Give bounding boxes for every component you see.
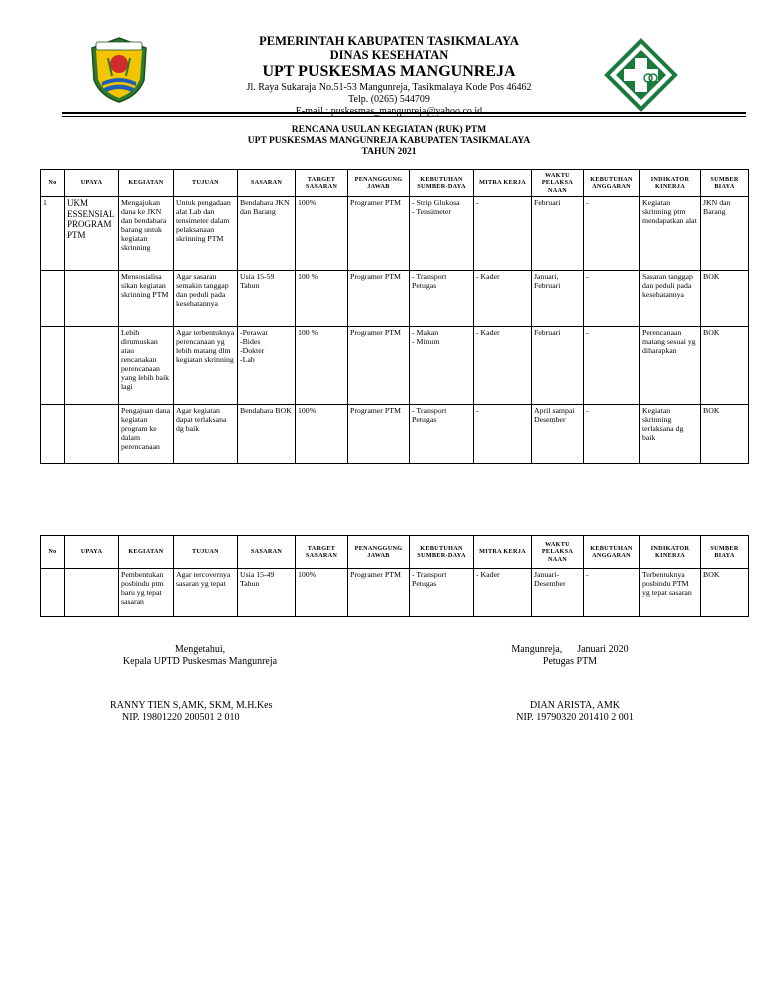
cell-sasaran: -Perawat -Bides -Dokter -Lab bbox=[238, 327, 296, 405]
col-header: UPAYA bbox=[65, 170, 119, 197]
cell-upaya bbox=[65, 405, 119, 464]
col-header: KEGIATAN bbox=[119, 170, 174, 197]
cell-anggaran: - bbox=[584, 405, 640, 464]
cell-sumber-biaya: BOK bbox=[701, 327, 749, 405]
cell-penanggung-jawab: Programer PTM bbox=[348, 327, 410, 405]
col-header: SUMBER BIAYA bbox=[701, 170, 749, 197]
institution-name: UPT PUSKESMAS MANGUNREJA bbox=[262, 63, 516, 80]
cell-no bbox=[41, 569, 65, 617]
cell-sumber-biaya: BOK bbox=[701, 569, 749, 617]
col-header: WAKTU PELAKSA NAAN bbox=[532, 170, 584, 197]
table-header-row bbox=[41, 536, 749, 569]
col-header: No bbox=[41, 170, 65, 197]
cell-target: 100 % bbox=[296, 327, 348, 405]
officer-nip: NIP. 19790320 201410 2 001 bbox=[516, 712, 634, 723]
col-header: INDIKATOR KINERJA bbox=[640, 536, 701, 569]
cell-sasaran: Bendahara JKN dan Barang bbox=[238, 197, 296, 271]
approval-block bbox=[110, 644, 290, 668]
col-header: INDIKATOR KINERJA bbox=[640, 170, 701, 197]
cell-kegiatan: Mengajukan dana ke JKN dan bendahara barang untuk kegiatan skrinning bbox=[119, 197, 174, 271]
col-header: PENANGGUNG JAWAB bbox=[348, 170, 410, 197]
cell-target: 100% bbox=[296, 197, 348, 271]
col-header: KEGIATAN bbox=[119, 536, 174, 569]
phone: Telp. (0265) 544709 bbox=[348, 94, 430, 105]
col-header: TUJUAN bbox=[174, 170, 238, 197]
cell-mitra: - Kader bbox=[474, 271, 532, 327]
approver-title: Kepala UPTD Puskesmas Mangunreja bbox=[122, 656, 278, 667]
cell-sumber-biaya: BOK bbox=[701, 405, 749, 464]
cell-tujuan: Agar sasaran semakin tanggap dan peduli pada kesehatannya bbox=[174, 271, 238, 327]
cell-kegiatan: Lebih dirumuskan atau rencanakan perencanaan yang lebih baik lagi bbox=[119, 327, 174, 405]
tasikmalaya-regency-emblem-icon bbox=[88, 36, 150, 104]
cell-waktu: Februari bbox=[532, 327, 584, 405]
letterhead bbox=[0, 0, 768, 118]
col-header: KEBUTUHAN ANGGARAN bbox=[584, 170, 640, 197]
cell-sumber-daya: - Transport Petugas bbox=[410, 271, 474, 327]
approver-name: RANNY TIEN S,AMK, SKM, M.H.Kes bbox=[110, 700, 273, 711]
header-rule-thin bbox=[62, 116, 746, 117]
cell-mitra: - bbox=[474, 405, 532, 464]
cell-tujuan: Untuk pengadaan alat Lab dan tensimeter dalam pelaksanaan skrinning PTM bbox=[174, 197, 238, 271]
cell-anggaran: - bbox=[584, 271, 640, 327]
cell-target: 100% bbox=[296, 405, 348, 464]
col-header: WAKTU PELAKSA NAAN bbox=[532, 536, 584, 569]
cell-sumber-daya: - Transport Petugas bbox=[410, 569, 474, 617]
cell-indikator: Kegiatan skrinning terlaksana dg baik bbox=[640, 405, 701, 464]
agency-name: DINAS KESEHATAN bbox=[329, 48, 449, 62]
place-date: Mangunreja, Januari 2020 bbox=[511, 644, 629, 655]
table-row bbox=[41, 327, 749, 405]
cell-kegiatan: Mensosialisa sikan kegiatan skrinning PTM bbox=[119, 271, 174, 327]
col-header: SUMBER BIAYA bbox=[701, 536, 749, 569]
cell-indikator: Kegiatan skrinning ptm mendapatkan alat bbox=[640, 197, 701, 271]
government-name: PEMERINTAH KABUPATEN TASIKMALAYA bbox=[259, 34, 519, 48]
cell-waktu: Januari-Desember bbox=[532, 569, 584, 617]
col-header: MITRA KERJA bbox=[474, 536, 532, 569]
cell-sumber-daya: - Strip Glukosa - Tensimeter bbox=[410, 197, 474, 271]
col-header: TARGET SASARAN bbox=[296, 170, 348, 197]
col-header: No bbox=[41, 536, 65, 569]
cell-penanggung-jawab: Programer PTM bbox=[348, 569, 410, 617]
cell-sasaran: Bendahara BOK bbox=[238, 405, 296, 464]
cell-upaya bbox=[65, 569, 119, 617]
cell-mitra: - bbox=[474, 197, 532, 271]
cell-kegiatan: Pengajuan dana kegiatan program ke dalam perencanaan bbox=[119, 405, 174, 464]
cell-mitra: - Kader bbox=[474, 569, 532, 617]
document-title bbox=[150, 125, 628, 158]
officer-block bbox=[500, 644, 640, 668]
col-header: KEBUTUHAN SUMBER-DAYA bbox=[410, 536, 474, 569]
puskesmas-logo-icon bbox=[604, 38, 678, 112]
cell-penanggung-jawab: Programer PTM bbox=[348, 271, 410, 327]
cell-no bbox=[41, 271, 65, 327]
col-header: UPAYA bbox=[65, 536, 119, 569]
cell-anggaran: - bbox=[584, 569, 640, 617]
cell-tujuan: Agar terbentuknya perencanaan yg lebih matang dlm kegiatan skrinning bbox=[174, 327, 238, 405]
col-header: TUJUAN bbox=[174, 536, 238, 569]
officer-signature bbox=[500, 700, 650, 724]
cell-waktu: April sampai Desember bbox=[532, 405, 584, 464]
officer-title: Petugas PTM bbox=[542, 656, 598, 667]
cell-no bbox=[41, 405, 65, 464]
address: Jl. Raya Sukaraja No.51-53 Mangunreja, Tasikmalaya Kode Pos 46462 bbox=[246, 82, 532, 93]
cell-target: 100 % bbox=[296, 271, 348, 327]
cell-sumber-daya: - Transport Petugas bbox=[410, 405, 474, 464]
cell-tujuan: Agar kegiatan dapat terlaksana dg baik bbox=[174, 405, 238, 464]
title-line-3: TAHUN 2021 bbox=[361, 147, 417, 157]
col-header: KEBUTUHAN SUMBER-DAYA bbox=[410, 170, 474, 197]
approval-label: Mengetahui, bbox=[174, 644, 226, 655]
cell-indikator: Terbentuknya posbindu PTM yg tepat sasaran bbox=[640, 569, 701, 617]
cell-tujuan: Agar tercovernya sasaran yg tepat bbox=[174, 569, 238, 617]
cell-target: 100% bbox=[296, 569, 348, 617]
col-header: SASARAN bbox=[238, 170, 296, 197]
approver-nip: NIP. 19801220 200501 2 010 bbox=[122, 712, 240, 723]
cell-upaya bbox=[65, 327, 119, 405]
cell-penanggung-jawab: Programer PTM bbox=[348, 405, 410, 464]
officer-name: DIAN ARISTA, AMK bbox=[529, 700, 621, 711]
table-row bbox=[41, 569, 749, 617]
col-header: PENANGGUNG JAWAB bbox=[348, 536, 410, 569]
cell-anggaran: - bbox=[584, 197, 640, 271]
cell-sasaran: Usia 15-59 Tahun bbox=[238, 271, 296, 327]
cell-indikator: Perencanaan matang sesuai yg diharapkan bbox=[640, 327, 701, 405]
table-header-row bbox=[41, 170, 749, 197]
cell-sumber-daya: - Makan - Minum bbox=[410, 327, 474, 405]
cell-no: 1 bbox=[41, 197, 65, 271]
ruk-table-1 bbox=[40, 169, 749, 464]
cell-sumber-biaya: BOK bbox=[701, 271, 749, 327]
cell-waktu: Januari, Februari bbox=[532, 271, 584, 327]
table-row bbox=[41, 271, 749, 327]
table-row bbox=[41, 405, 749, 464]
cell-sumber-biaya: JKN dan Barang bbox=[701, 197, 749, 271]
cell-kegiatan: Pembentukan posbindu ptm baru yg tepat sasaran bbox=[119, 569, 174, 617]
cell-upaya bbox=[65, 271, 119, 327]
col-header: TARGET SASARAN bbox=[296, 536, 348, 569]
col-header: MITRA KERJA bbox=[474, 170, 532, 197]
cell-anggaran: - bbox=[584, 327, 640, 405]
title-line-1: RENCANA USULAN KEGIATAN (RUK) PTM bbox=[291, 125, 487, 135]
cell-waktu: Februari bbox=[532, 197, 584, 271]
ruk-table-2 bbox=[40, 535, 749, 617]
cell-penanggung-jawab: Programer PTM bbox=[348, 197, 410, 271]
cell-no bbox=[41, 327, 65, 405]
title-line-2: UPT PUSKESMAS MANGUNREJA KABUPATEN TASIKMALAYA bbox=[247, 136, 531, 146]
cell-upaya: UKM ESSENSIAL PROGRAM PTM bbox=[65, 197, 119, 271]
col-header: KEBUTUHAN ANGGARAN bbox=[584, 536, 640, 569]
table-row bbox=[41, 197, 749, 271]
approver-signature bbox=[110, 700, 300, 724]
header-rule-thick bbox=[62, 112, 746, 114]
cell-indikator: Sasaran tanggap dan peduli pada kesehatannya bbox=[640, 271, 701, 327]
col-header: SASARAN bbox=[238, 536, 296, 569]
cell-sasaran: Usia 15-49 Tahun bbox=[238, 569, 296, 617]
cell-mitra: - Kader bbox=[474, 327, 532, 405]
